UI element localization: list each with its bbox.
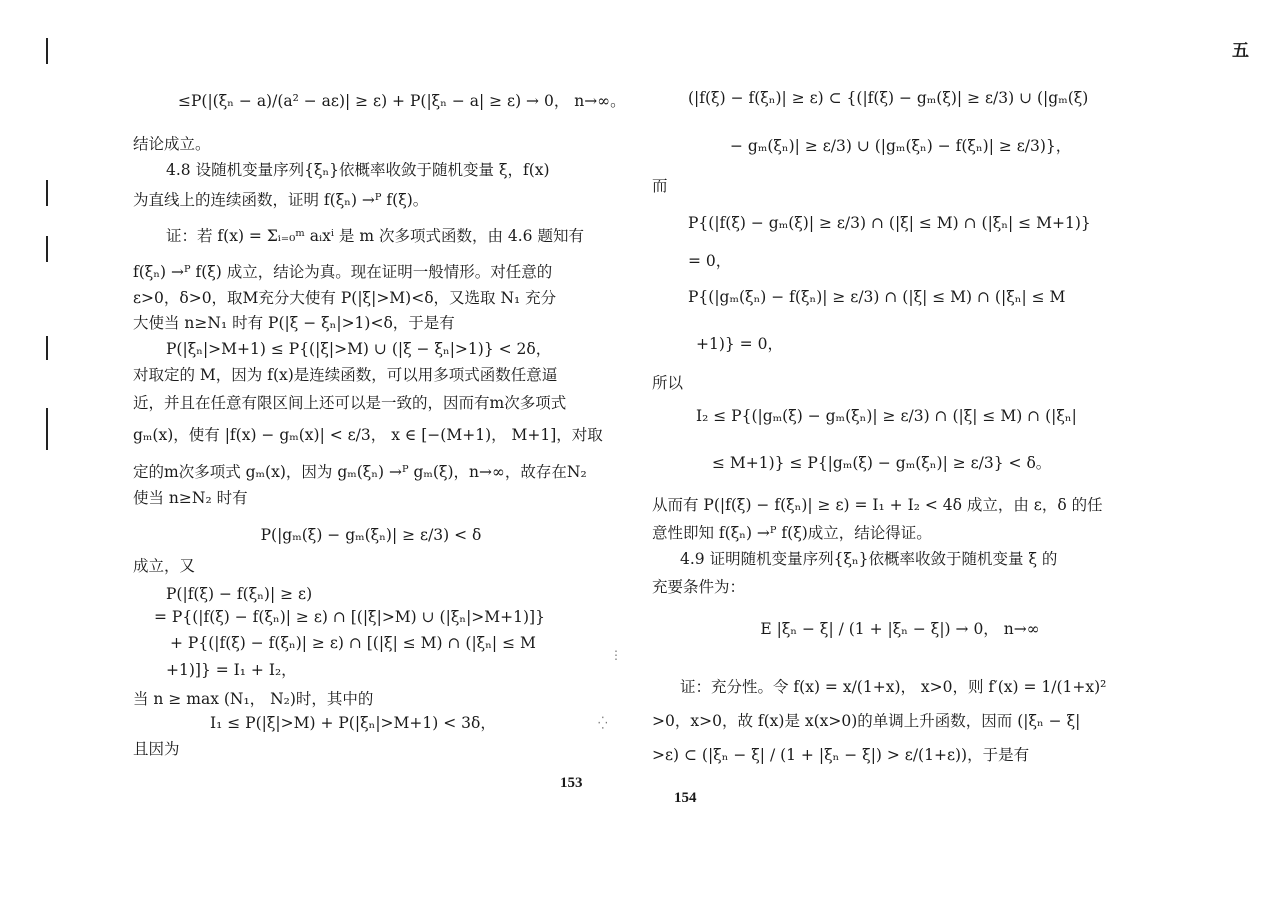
right-line-4: P{(|f(ξ) − gₘ(ξ)| ≥ ε/3) ∩ (|ξ| ≤ M) ∩ (|ξₙ| ≤ M+1)}	[688, 214, 1091, 232]
right-line-2: − gₘ(ξₙ)| ≥ ε/3) ∪ (|gₘ(ξₙ) − f(ξₙ)| ≥ ε/3)}，	[730, 137, 1072, 155]
right-line-14: 充要条件为：	[652, 578, 746, 596]
left-line-6: f(ξₙ) →ᴾ f(ξ) 成立，结论为真。现在证明一般情形。对任意的	[133, 263, 553, 281]
right-line-13: 4.9 证明随机变量序列{ξₙ}依概率收敛于随机变量 ξ 的	[680, 550, 1058, 568]
left-line-2: 结论成立。	[133, 135, 211, 153]
left-line-7: ε>0，δ>0，取M充分大使有 P(|ξ|>M)<δ，又选取 N₁ 充分	[133, 289, 557, 307]
right-line-18: >ε) ⊂ (|ξₙ − ξ| / (1 + |ξₙ − ξ|) > ε/(1+ε))，于是有	[652, 746, 1030, 764]
right-line-6: P{(|gₘ(ξₙ) − f(ξₙ)| ≥ ε/3) ∩ (|ξ| ≤ M) ∩ (|ξₙ| ≤ M	[688, 288, 1066, 306]
left-line-19: + P{(|f(ξ) − f(ξₙ)| ≥ ε) ∩ [(|ξ| ≤ M) ∩ (|ξₙ| ≤ M	[170, 634, 536, 652]
left-line-9: P(|ξₙ|>M+1) ≤ P{(|ξ|>M) ∪ (|ξ − ξₙ|>1)} < 2δ，	[166, 340, 552, 358]
right-line-17: >0，x>0，故 f(x)是 x(x>0)的单调上升函数，因而 (|ξₙ − ξ|	[652, 712, 1081, 730]
scan-speck: ⋮	[610, 648, 622, 662]
left-line-5: 证：若 f(x) = Σᵢ₌₀ᵐ aᵢxⁱ 是 m 次多项式函数，由 4.6 题知有	[166, 227, 584, 245]
right-line-7: +1)} = 0，	[696, 335, 783, 353]
left-line-1: ≤P(|(ξₙ − a)/(a² − aε)| ≥ ε) + P(|ξₙ − a| ≥ ε) → 0， n→∞。	[178, 92, 626, 110]
left-line-20: +1)]} = I₁ + I₂，	[166, 661, 297, 679]
left-line-16: 成立，又	[133, 557, 196, 575]
left-line-23: 且因为	[133, 740, 180, 758]
left-page-number: 153	[560, 775, 583, 791]
left-line-13: 定的m次多项式 gₘ(x)，因为 gₘ(ξₙ) →ᴾ gₘ(ξ)，n→∞，故存在N₂	[133, 463, 587, 481]
left-line-4: 为直线上的连续函数，证明 f(ξₙ) →ᴾ f(ξ)。	[133, 191, 429, 209]
right-line-3: 而	[652, 177, 668, 195]
left-line-14: 使当 n≥N₂ 时有	[133, 489, 248, 507]
left-line-22: I₁ ≤ P(|ξ|>M) + P(|ξₙ|>M+1) < 3δ，	[210, 714, 496, 732]
right-line-11: 从而有 P(|f(ξ) − f(ξₙ)| ≥ ε) = I₁ + I₂ < 4δ 成立，由 ε，δ 的任	[652, 496, 1103, 514]
left-line-3: 4.8 设随机变量序列{ξₙ}依概率收敛于随机变量 ξ，f(x)	[166, 161, 550, 179]
left-line-17: P(|f(ξ) − f(ξₙ)| ≥ ε)	[166, 585, 313, 603]
left-line-12: gₘ(x)，使有 |f(x) − gₘ(x)| < ε/3， x ∈ [−(M+1)， M+1]，对取	[133, 426, 603, 444]
right-line-5: = 0，	[688, 252, 732, 270]
left-line-21: 当 n ≥ max (N₁， N₂)时，其中的	[133, 690, 374, 708]
right-line-8: 所以	[652, 374, 684, 392]
right-page-number: 154	[674, 790, 697, 806]
left-line-11: 近，并且在任意有限区间上还可以是一致的，因而有m次多项式	[133, 394, 567, 412]
left-line-8: 大使当 n≥N₁ 时有 P(|ξ − ξₙ|>1)<δ，于是有	[133, 314, 455, 332]
right-page	[640, 0, 1280, 904]
right-line-16: 证：充分性。令 f(x) = x/(1+x)， x>0，则 f′(x) = 1/(1+x)²	[680, 678, 1107, 696]
right-line-10: ≤ M+1)} ≤ P{|gₘ(ξ) − gₘ(ξₙ)| ≥ ε/3} < δ。	[712, 454, 1052, 472]
right-line-9: I₂ ≤ P{(|gₘ(ξ) − gₘ(ξₙ)| ≥ ε/3) ∩ (|ξ| ≤ M) ∩ (|ξₙ|	[696, 407, 1077, 425]
right-line-12: 意性即知 f(ξₙ) →ᴾ f(ξ)成立，结论得证。	[652, 524, 932, 542]
right-line-1: (|f(ξ) − f(ξₙ)| ≥ ε) ⊂ {(|f(ξ) − gₘ(ξ)| ≥ ε/3) ∪ (|gₘ(ξ)	[688, 89, 1089, 107]
left-line-15: P(|gₘ(ξ) − gₘ(ξₙ)| ≥ ε/3) < δ	[260, 526, 482, 544]
right-line-15: E |ξₙ − ξ| / (1 + |ξₙ − ξ|) → 0， n→∞	[760, 620, 1040, 638]
left-line-18: = P{(|f(ξ) − f(ξₙ)| ≥ ε) ∩ [(|ξ|>M) ∪ (|ξₙ|>M+1)]}	[154, 608, 545, 626]
scan-speck: ⁛	[598, 716, 608, 730]
left-line-10: 对取定的 M，因为 f(x)是连续函数，可以用多项式函数任意逼	[133, 366, 558, 384]
header-corner-mark: 五	[1232, 41, 1249, 61]
